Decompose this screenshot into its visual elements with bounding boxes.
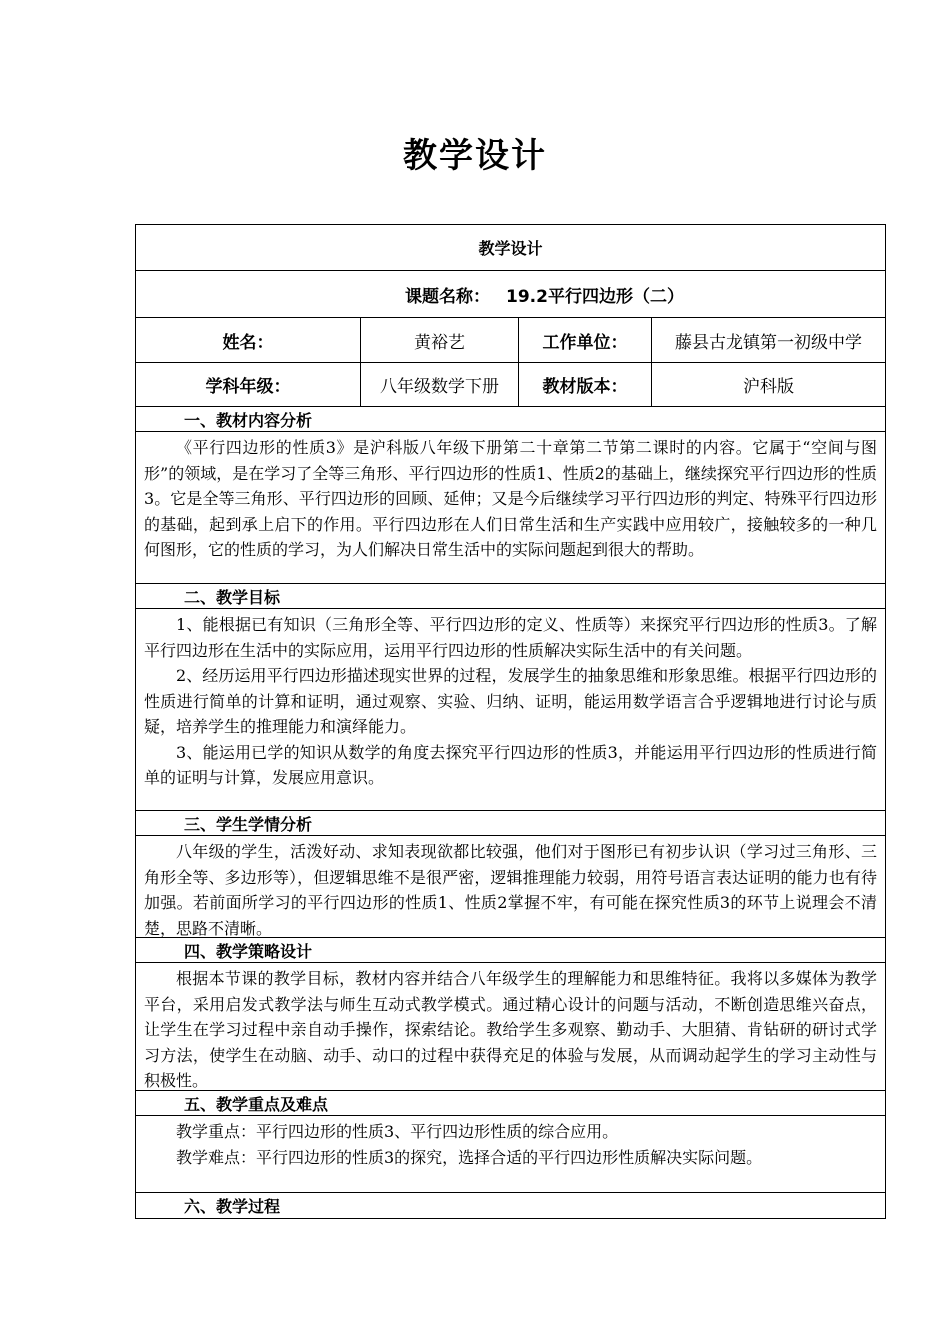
section-heading: 四、教学策略设计: [136, 938, 885, 963]
name-row: [136, 318, 885, 363]
lesson-design-table: [135, 224, 886, 1219]
section-heading: 一、教材内容分析: [136, 407, 885, 432]
grade-row: [136, 363, 885, 407]
section-heading: 三、学生学情分析: [136, 811, 885, 836]
name-label: 姓名：: [222, 332, 274, 353]
unit-value: 藤县古龙镇第一初级中学: [651, 318, 885, 362]
paragraph: 《平行四边形的性质3》是沪科版八年级下册第二十章第二节第二课时的内容。它属于“空间与图形”的领域，是在学习了全等三角形、平行四边形的性质1、性质2的基础上，继续探究平行四边形的性质3。它是全等三角形、平行四边形的回顾、延伸；又是今后继续学习平行四边形的判定、特殊平行四边形的基础，起到承上启下的作用。平行四边形在人们日常生活和生产实践中应用较广，接触较多的一种几何图形，它的性质的学习，为人们解决日常生活中的实际问题起到很大的帮助。: [144, 438, 877, 559]
grade-label: 学科年级：: [205, 377, 291, 397]
lesson-name: 19.2平行四边形（二）: [506, 286, 684, 307]
grade-value: 八年级数学下册: [360, 363, 518, 406]
section-heading: 二、教学目标: [136, 584, 885, 609]
edition-label: 教材版本：: [518, 363, 651, 406]
lesson-row: [136, 271, 885, 318]
paragraph: 3、能运用已学的知识从数学的角度去探究平行四边形的性质3，并能运用平行四边形的性质进行简单的证明与计算，发展应用意识。: [144, 742, 877, 787]
paragraph: 教学重点：平行四边形的性质3、平行四边形性质的综合应用。: [176, 1122, 619, 1141]
section-body: [136, 1116, 885, 1193]
section-body: [136, 609, 885, 811]
page-title: 教学设计: [403, 136, 547, 176]
section-heading: 六、教学过程: [184, 1197, 281, 1216]
paragraph: 教学难点：平行四边形的性质3的探究，选择合适的平行四边形性质解决实际问题。: [176, 1147, 763, 1167]
lesson-cell: [136, 271, 885, 317]
section-heading: 五、教学重点及难点: [136, 1091, 885, 1116]
edition-value: 沪科版: [651, 363, 885, 406]
section-body: [136, 836, 885, 938]
section-body: [136, 432, 885, 584]
name-value: 黄裕艺: [360, 318, 518, 362]
table-header: 教学设计: [478, 239, 543, 258]
section-body: [136, 963, 885, 1091]
paragraph: 1、能根据已有知识（三角形全等、平行四边形的定义、性质等）来探究平行四边形的性质3。了解平行四边形在生活中的实际应用，运用平行四边形的性质解决实际生活中的有关问题。: [144, 615, 877, 660]
table-header-row: [136, 225, 885, 271]
lesson-label: 课题名称：: [405, 286, 491, 307]
paragraph: 根据本节课的教学目标，教材内容并结合八年级学生的理解能力和思维特征。我将以多媒体为教学平台，采用启发式教学法与师生互动式教学模式。通过精心设计的问题与活动，不断创造思维兴奋点，让学生在学习过程中亲自动手操作，探索结论。教给学生多观察、勤动手、大胆猜、肯钻研的研讨式学习方法，使学生在动脑、动手、动口的过程中获得充足的体验与发展，从而调动起学生的学习主动性与积极性。: [144, 969, 877, 1090]
unit-label: 工作单位：: [518, 318, 651, 362]
paragraph: 2、经历运用平行四边形描述现实世界的过程，发展学生的抽象思维和形象思维。根据平行四边形的性质进行简单的计算和证明，通过观察、实验、归纳、证明，能运用数学语言合乎逻辑地进行讨论与质疑，培养学生的推理能力和演绎能力。: [144, 666, 877, 736]
paragraph: 八年级的学生，活泼好动、求知表现欲都比较强，他们对于图形已有初步认识（学习过三角形、三角形全等、多边形等），但逻辑思维不是很严密，逻辑推理能力较弱，用符号语言表达证明的能力也有待加强。若前面所学习的平行四边形的性质1、性质2掌握不牢，有可能在探究性质3的环节上说理会不清楚，思路不清晰。: [144, 842, 877, 938]
